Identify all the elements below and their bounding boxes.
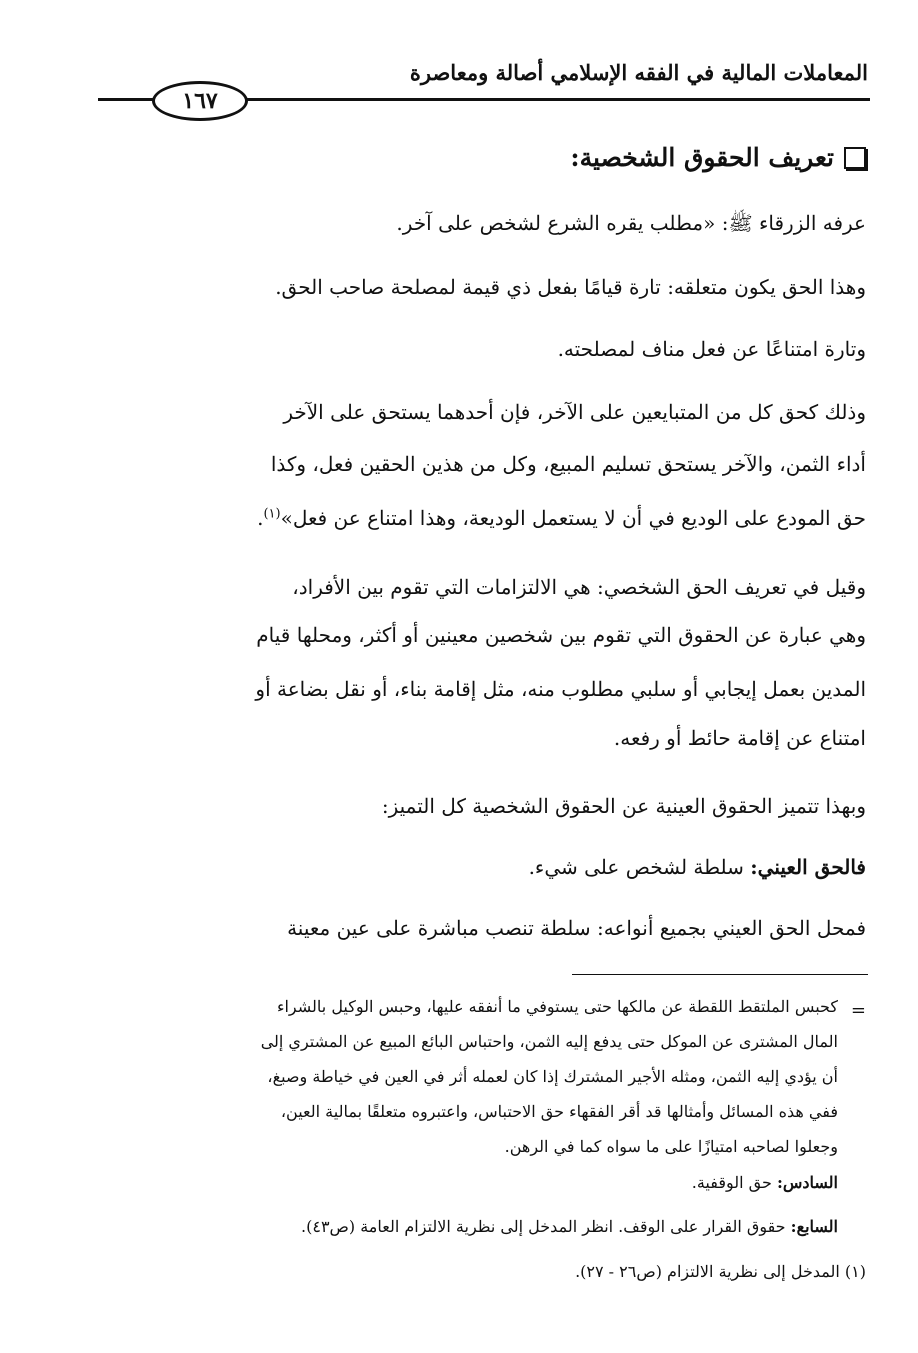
section-heading-text: تعريف الحقوق الشخصية: [570,143,834,172]
footnote-number: (١) [844,1262,866,1281]
paragraph-line: وبهذا تتميز الحقوق العينية عن الحقوق الشخصية كل التميز: [381,794,866,818]
footnote-line: وجعلوا لصاحبه امتيازًا على ما سواه كما في الرهن. [504,1137,838,1156]
footnote-line: ففي هذه المسائل وأمثالها قد أقر الفقهاء حق الاحتباس، واعتبروه متعلقًا بمالية العين، [280,1102,838,1121]
paragraph-line: وذلك كحق كل من المتبايعين على الآخر، فإن أحدهما يستحق على الآخر [283,400,866,424]
paragraph-line: المدين بعمل إيجابي أو سلبي مطلوب منه، مثل إقامة بناء، أو نقل بضاعة أو [255,677,866,701]
footnote-lead: السابع: [790,1217,838,1236]
sentence-end: . [257,506,264,530]
paragraph-line [257,506,866,530]
paragraph-line: وهذا الحق يكون متعلقه: تارة قيامًا بفعل ذي قيمة لمصلحة صاحب الحق. [275,275,866,299]
footnote-text: حق الوقفية. [691,1173,777,1192]
paragraph-text: سلطة لشخص على شيء. [528,855,751,879]
footnote-lead: السادس: [776,1173,838,1192]
term-lead: فالحق العيني: [750,855,866,879]
footnote-line: كحبس الملتقط اللقطة عن مالكها حتى يستوفي ما أنفقه عليها، وحبس الوكيل بالشراء [276,997,838,1016]
footnote-line [692,1173,838,1192]
footnote-line: أن يؤدي إليه الثمن، ومثله الأجير المشترك إذا كان لعمله أثر في العين في خياطة وصبغ، [267,1067,838,1086]
footnote-line [575,1262,866,1281]
footnote-text: المدخل إلى نظرية الالتزام (ص٢٦ - ٢٧). [575,1262,845,1281]
continuation-mark: = [850,1000,866,1021]
paragraph-text: حق المودع على الوديع في أن لا يستعمل الوديعة، وهذا امتناع عن فعل» [280,506,866,530]
paragraph-line: فمحل الحق العيني بجميع أنواعه: سلطة تنصب مباشرة على عين معينة [287,916,866,940]
footnote-line [301,1217,838,1236]
square-bullet-icon [844,147,866,169]
footnote-line: المال المشترى عن الموكل حتى يدفع إليه الثمن، واحتباس البائع المبيع عن المشتري إلى [260,1032,838,1051]
footnote-reference: (١) [263,506,281,522]
paragraph-line: وتارة امتناعًا عن فعل مناف لمصلحته. [557,337,866,361]
section-heading [570,143,866,172]
paragraph-line: أداء الثمن، والآخر يستحق تسليم المبيع، وكل من هذين الحقين فعل، وكذا [270,452,866,476]
paragraph-definition: عرفه الزرقاء ﷺ: «مطلب يقره الشرع لشخص على آخر. [396,211,866,235]
running-title: المعاملات المالية في الفقه الإسلامي أصالة ومعاصرة [409,60,868,85]
footnote-text: حقوق القرار على الوقف. انظر المدخل إلى نظرية الالتزام العامة (ص٤٣). [301,1217,791,1236]
page-number: ١٦٧ [152,81,248,121]
paragraph-line [529,855,866,879]
paragraph-line: وقيل في تعريف الحق الشخصي: هي الالتزامات التي تقوم بين الأفراد، [292,575,866,599]
footnote-separator [572,974,868,975]
paragraph-line: وهي عبارة عن الحقوق التي تقوم بين شخصين معينين أو أكثر، ومحلها قيام [256,623,866,647]
paragraph-line: امتناع عن إقامة حائط أو رفعه. [613,726,866,750]
